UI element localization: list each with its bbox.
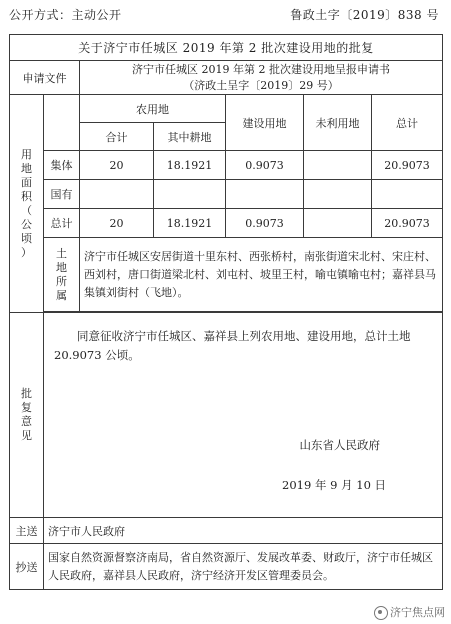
row-label: 国有 — [44, 180, 80, 209]
unused-value — [304, 180, 372, 209]
unused-value — [304, 209, 372, 238]
total-value — [372, 180, 443, 209]
land-ownership-text: 济宁市任城区安居街道十里东村、西张桥村，南张街道宋北村、宋庄村、西刘村，唐口街道梁北村、刘屯村、坡里王村，喻屯镇喻屯村；嘉祥县马集镇刘街村（飞地）。 — [80, 238, 443, 312]
application-label: 申请文件 — [10, 61, 80, 95]
wechat-logo-icon — [374, 606, 388, 620]
cc-value: 国家自然资源督察济南局，省自然资源厅、发展改革委、财政厅，济宁市任城区人民政府，嘉祥县人民政府，济宁经济开发区管理委员会。 — [44, 544, 443, 590]
header-empty-cell — [44, 95, 80, 151]
document-number: 鲁政土字〔2019〕838 号 — [290, 8, 439, 22]
main-recipient-value: 济宁市人民政府 — [44, 518, 443, 544]
watermark — [374, 604, 445, 620]
document-title: 关于济宁市任城区 2019 年第 2 批次建设用地的批复 — [10, 35, 443, 61]
approval-opinion-label: 批 复 意 见 — [10, 313, 44, 518]
row-label: 集体 — [44, 151, 80, 180]
main-recipient-label: 主送 — [10, 518, 44, 544]
approval-opinion-cell — [44, 313, 443, 518]
application-title: 济宁市任城区 2019 年第 2 批次建设用地呈报申请书 — [132, 62, 391, 76]
total-header: 总计 — [372, 95, 443, 151]
approval-text: 同意征收济宁市任城区、嘉祥县上列农用地、建设用地，总计土地 20.9073 公顷。 — [54, 329, 411, 362]
cc-label: 抄送 — [10, 544, 44, 590]
subtotal-value: 20 — [80, 209, 154, 238]
disclosure-mode: 公开方式：主动公开 — [9, 8, 122, 22]
unused-header: 未利用地 — [304, 95, 372, 151]
approval-date: 2019 年 9 月 10 日 — [282, 478, 387, 492]
construction-header: 建设用地 — [226, 95, 304, 151]
cultivated-value: 18.1921 — [154, 209, 226, 238]
cultivated-value: 18.1921 — [154, 151, 226, 180]
table-row — [10, 180, 443, 209]
unused-value — [304, 151, 372, 180]
farmland-header: 农用地 — [80, 95, 226, 123]
construction-value — [226, 180, 304, 209]
issuing-authority: 山东省人民政府 — [299, 438, 381, 452]
cultivated-value — [154, 180, 226, 209]
table-row — [10, 151, 443, 180]
land-ownership-label: 土 地 所 属 — [44, 238, 80, 312]
subtotal-header: 合计 — [80, 123, 154, 151]
subtotal-value — [80, 180, 154, 209]
application-reference: （济政土呈字〔2019〕29 号） — [183, 78, 339, 92]
cultivated-header: 其中耕地 — [154, 123, 226, 151]
construction-value: 0.9073 — [226, 151, 304, 180]
watermark-text: 济宁焦点网 — [390, 606, 445, 619]
row-label: 总计 — [44, 209, 80, 238]
subtotal-value: 20 — [80, 151, 154, 180]
total-value: 20.9073 — [372, 209, 443, 238]
approval-form-table — [9, 34, 443, 590]
application-cell — [80, 61, 443, 95]
construction-value: 0.9073 — [226, 209, 304, 238]
land-area-label: 用 地 面 积 （ 公 顷 ） — [10, 95, 44, 313]
total-value: 20.9073 — [372, 151, 443, 180]
table-row — [10, 209, 443, 238]
